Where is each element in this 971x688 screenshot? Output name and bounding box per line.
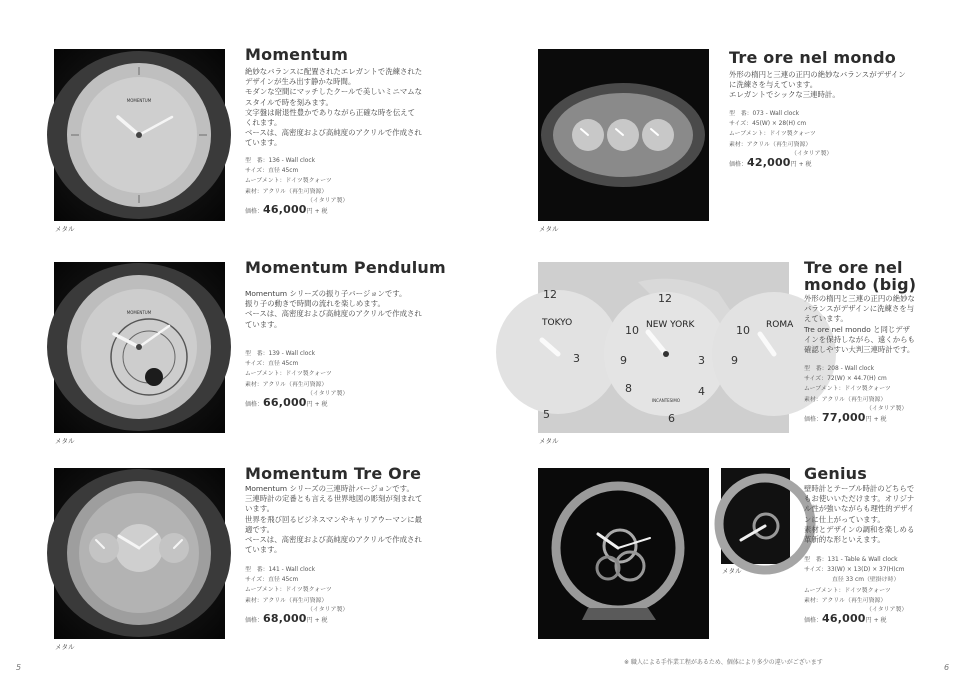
- momentum-pendulum-description: Momentum シリーズの振り子バージョンです。 振り子の動きで時間の流れを楽しめます。 ベースは、高密度および高純度のアクリルで作成され ています。: [245, 289, 422, 329]
- tre-ore-nel-mondo-big-price-suffix: 円 + 税: [865, 415, 887, 423]
- momentum-specs: [245, 156, 445, 217]
- svg-text:3: 3: [698, 354, 705, 367]
- momentum-price: [245, 202, 445, 217]
- momentum-tre-ore-price-suffix: 円 + 税: [306, 616, 328, 624]
- page-number-left: 5: [16, 663, 22, 672]
- svg-text:9: 9: [731, 354, 738, 367]
- genius-spec-movement: ムーブメント：ドイツ製クォーツ: [804, 587, 891, 594]
- momentum-price-label: 価格：: [245, 207, 264, 215]
- momentum-spec-origin: （イタリア製）: [307, 197, 349, 204]
- genius-spec-material: 素材：アクリル（再生可資源）: [804, 597, 887, 604]
- genius-spec-model: 型 番：131 - Table & Wall clock: [804, 557, 898, 563]
- svg-text:10: 10: [625, 324, 639, 337]
- tre-ore-nel-mondo-spec-origin: （イタリア製）: [791, 150, 833, 157]
- momentum-price-suffix: 円 + 税: [306, 207, 328, 215]
- momentum-tre-ore-title: Momentum Tre Ore: [245, 464, 422, 483]
- tre-ore-nel-mondo-big-price: [804, 410, 964, 425]
- momentum-pendulum-price-value: 66,000: [263, 395, 307, 409]
- momentum-tre-ore-price-value: 68,000: [263, 611, 307, 625]
- tre-ore-nel-mondo-photo: [538, 49, 709, 221]
- momentum-tre-ore-spec-origin: （イタリア製）: [307, 606, 349, 613]
- tre-ore-nel-mondo-spec-model: 型 番：073 - Wall clock: [729, 111, 800, 117]
- genius-spec-size-wall: 直径 33 cm（壁掛け時）: [832, 577, 900, 584]
- momentum-dial-brand: MOMENTUM: [126, 98, 152, 103]
- tre-ore-nel-mondo-big-title-line1: Tre ore nel: [804, 258, 903, 277]
- tre-ore-nel-mondo-big-title: [804, 259, 916, 293]
- tre-ore-nel-mondo-material-caption: メタル: [539, 225, 559, 233]
- momentum-pendulum-photo: [54, 262, 225, 433]
- genius-title: Genius: [804, 464, 867, 483]
- tre-ore-nel-mondo-price: [729, 155, 929, 170]
- momentum-clock-illustration: [54, 49, 225, 221]
- tre-ore-nel-mondo-clock-illustration: [538, 49, 709, 221]
- momentum-tre-ore-material-caption: メタル: [55, 643, 75, 651]
- tre-ore-nel-mondo-title: Tre ore nel mondo: [729, 48, 896, 67]
- genius-material-caption: メタル: [722, 567, 742, 575]
- genius-clock-illustration: [538, 468, 709, 639]
- momentum-tre-ore-clock-illustration: [54, 468, 225, 639]
- tre-ore-nel-mondo-big-clock-illustration: [538, 262, 794, 433]
- svg-text:8: 8: [625, 382, 632, 395]
- tre-ore-nel-mondo-price-label: 価格：: [729, 160, 748, 168]
- momentum-pendulum-price-label: 価格：: [245, 400, 264, 408]
- page-number-right: 6: [944, 663, 950, 672]
- momentum-spec-movement: ムーブメント：ドイツ製クォーツ: [245, 178, 332, 185]
- momentum-spec-size: サイズ：直径 45cm: [245, 168, 299, 175]
- momentum-tre-ore-spec-model: 型 番：141 - Wall clock: [245, 567, 316, 573]
- genius-price: [804, 614, 964, 626]
- genius-price-value: 46,000: [822, 612, 866, 626]
- momentum-description: 絶妙なバランスに配置されたエレガントで洗練された デザインが生み出す静かな時間。 モダンな空間にマッチしたクールで美しいミニマムな スタイルで時を刻みます。 文字盤は耐退性豊かでありながら正確な時を伝えて くれます。 ベースは、高密度および高純度のアクリルで作成され ています。: [245, 67, 423, 148]
- momentum-pendulum-clock-illustration: [54, 262, 225, 433]
- svg-text:12: 12: [658, 292, 672, 305]
- svg-text:5: 5: [543, 408, 550, 421]
- svg-text:6: 6: [668, 412, 675, 425]
- big-dial-brand: INCANTESIMO: [652, 398, 680, 403]
- momentum-tre-ore-spec-size: サイズ：直径 45cm: [245, 577, 299, 584]
- genius-detail-illustration: [721, 468, 790, 564]
- tre-ore-nel-mondo-big-material-caption: メタル: [539, 437, 559, 445]
- tre-ore-nel-mondo-big-price-label: 価格：: [804, 415, 823, 423]
- momentum-spec-material: 素材：アクリル（再生可資源）: [245, 188, 328, 195]
- footnote: ※ 職人による手作業工程があるため、個体により多少の違いがございます: [624, 659, 823, 666]
- momentum-tre-ore-price: [245, 611, 445, 626]
- big-city-label-tokyo: TOKYO: [542, 318, 573, 328]
- genius-spec-origin: （イタリア製）: [866, 607, 908, 614]
- genius-specs: [804, 555, 964, 626]
- momentum-tre-ore-specs: [245, 565, 445, 626]
- momentum-pendulum-price-suffix: 円 + 税: [306, 400, 328, 408]
- genius-description: 壁時計とテーブル時計のどちらで もお使いいただけます。オリジナ ル性が強いながらも理性的デザイ ンに仕上がっています。 素材とデザインの調和を楽しめる 革新的な形といえます。: [804, 484, 915, 545]
- momentum-pendulum-spec-origin: （イタリア製）: [307, 390, 349, 397]
- tre-ore-nel-mondo-big-title-line2: mondo (big): [804, 275, 917, 294]
- momentum-tre-ore-spec-material: 素材：アクリル（再生可資源）: [245, 597, 328, 604]
- tre-ore-nel-mondo-big-photo: [538, 262, 794, 433]
- svg-text:9: 9: [620, 354, 627, 367]
- genius-price-suffix: 円 + 税: [865, 617, 887, 625]
- momentum-pendulum-spec-size: サイズ：直径 45cm: [245, 361, 299, 368]
- tre-ore-nel-mondo-big-specs: [804, 364, 964, 425]
- tre-ore-nel-mondo-big-spec-movement: ムーブメント：ドイツ製クォーツ: [804, 386, 891, 393]
- momentum-photo: [54, 49, 225, 221]
- svg-text:12: 12: [543, 288, 557, 301]
- tre-ore-nel-mondo-big-spec-size: サイズ：72(W) × 44.7(H) cm: [804, 376, 887, 383]
- tre-ore-nel-mondo-spec-material: 素材：アクリル（再生可資源）: [729, 141, 812, 148]
- tre-ore-nel-mondo-big-spec-origin: （イタリア製）: [866, 405, 908, 412]
- tre-ore-nel-mondo-price-suffix: 円 + 税: [790, 160, 812, 168]
- tre-ore-nel-mondo-price-value: 42,000: [747, 155, 791, 169]
- big-city-label-roma: ROMA: [766, 320, 794, 330]
- momentum-title: Momentum: [245, 45, 349, 64]
- momentum-pendulum-material-caption: メタル: [55, 437, 75, 445]
- momentum-pendulum-spec-movement: ムーブメント：ドイツ製クォーツ: [245, 371, 332, 378]
- tre-ore-nel-mondo-spec-movement: ムーブメント：ドイツ製クォーツ: [729, 131, 816, 138]
- svg-text:3: 3: [573, 352, 580, 365]
- svg-text:10: 10: [736, 324, 750, 337]
- svg-text:4: 4: [698, 385, 705, 398]
- momentum-price-value: 46,000: [263, 202, 307, 216]
- momentum-pendulum-spec-model: 型 番：139 - Wall clock: [245, 351, 316, 357]
- genius-photo-detail: [721, 468, 790, 564]
- momentum-pendulum-title: Momentum Pendulum: [245, 258, 446, 277]
- momentum-pendulum-spec-material: 素材：アクリル（再生可資源）: [245, 381, 328, 388]
- genius-spec-size: サイズ：33(W) × 13(D) × 37(H)cm: [804, 567, 905, 574]
- genius-photo-main: [538, 468, 709, 639]
- momentum-tre-ore-price-label: 価格：: [245, 616, 264, 624]
- tre-ore-nel-mondo-description: 外形の楕円と三連の正円の絶妙なバランスがデザイン に洗練さを与えています。 エレガントでシックな三連時計。: [729, 70, 906, 100]
- momentum-material-caption: メタル: [55, 225, 75, 233]
- tre-ore-nel-mondo-spec-size: サイズ：45(W) × 28(H) cm: [729, 121, 807, 128]
- momentum-tre-ore-photo: [54, 468, 225, 639]
- momentum-pendulum-price: [245, 395, 445, 410]
- genius-price-label: 価格：: [804, 617, 823, 625]
- momentum-pendulum-dial-brand: MOMENTUM: [126, 310, 152, 315]
- big-city-label-new-york: NEW YORK: [646, 320, 695, 330]
- tre-ore-nel-mondo-specs: [729, 109, 929, 170]
- momentum-spec-model: 型 番：136 - Wall clock: [245, 158, 316, 164]
- momentum-tre-ore-description: Momentum シリーズの三連時計バージョンです。 三連時計の定番とも言える世界地図の彫刻が刻まれて います。 世界を飛び回るビジネスマンやキャリアウーマンに最 適です。 ベースは、高密度および高純度のアクリルで作成され ています。: [245, 484, 423, 555]
- tre-ore-nel-mondo-big-description: 外形の楕円と三連の正円の絶妙な バランスがデザインに洗練さを与 えています。 Tre ore nel mondo と同じデザ インを保持しながら、遠くからも 確認しやすい大判三連時計です。: [804, 294, 915, 355]
- tre-ore-nel-mondo-big-spec-model: 型 番：208 - Wall clock: [804, 366, 875, 372]
- momentum-tre-ore-spec-movement: ムーブメント：ドイツ製クォーツ: [245, 587, 332, 594]
- tre-ore-nel-mondo-big-spec-material: 素材：アクリル（再生可資源）: [804, 396, 887, 403]
- tre-ore-nel-mondo-big-price-value: 77,000: [822, 410, 866, 424]
- momentum-pendulum-specs: [245, 349, 445, 410]
